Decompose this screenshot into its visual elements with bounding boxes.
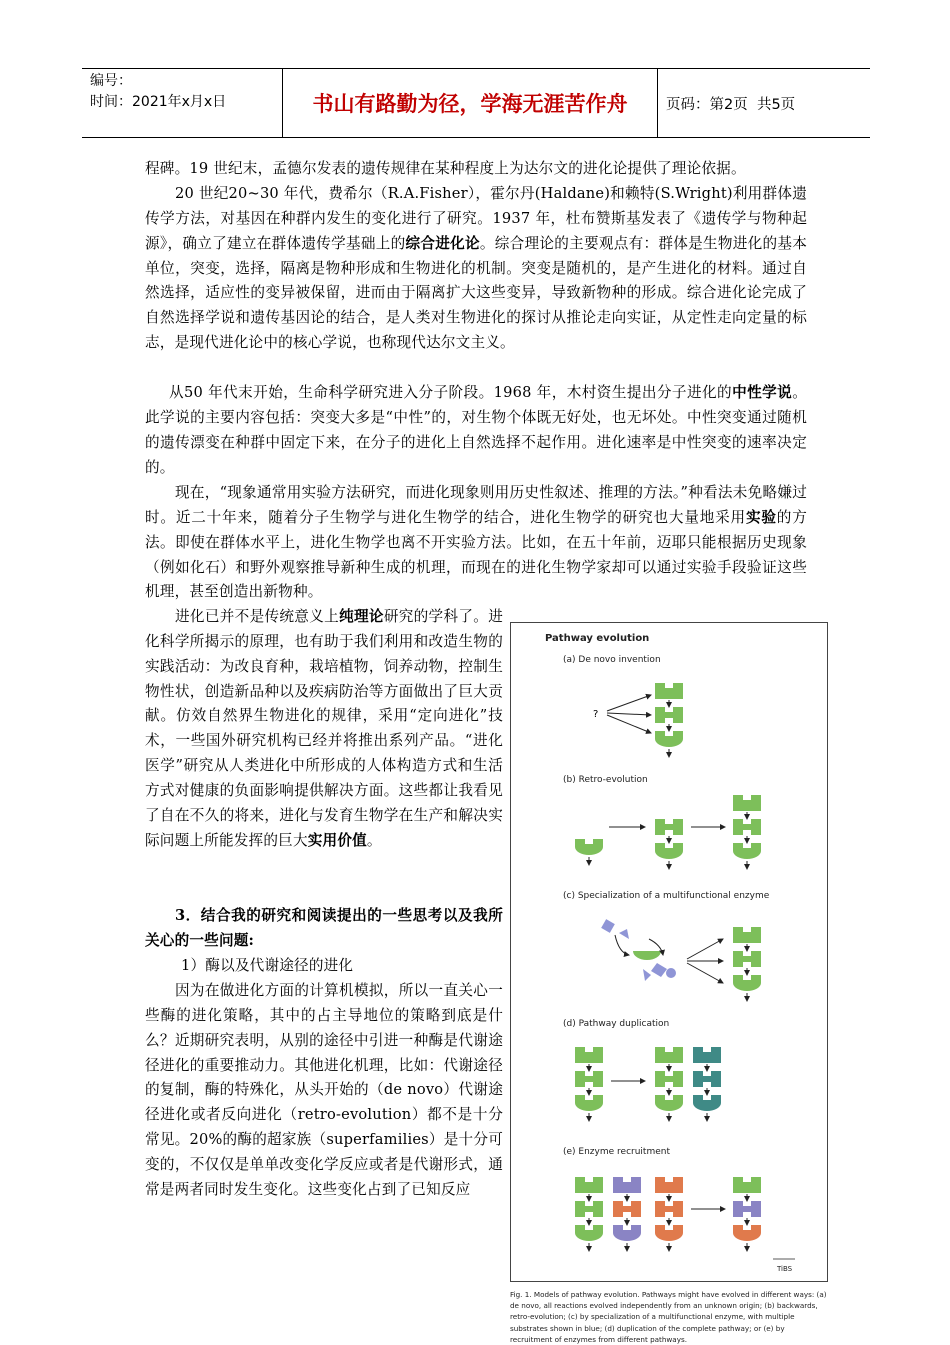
enzyme-block <box>693 1095 721 1111</box>
paragraph-2 <box>145 182 807 356</box>
figure-caption: Fig. 1. Models of pathway evolution. Pathways might have evolved in different ways: (a) de novo, all reactions evolved independently from an unknown origin; (b) backwards, retro-evolution; (c) by specialization of a multifunctional enzyme, with multiple substrates shown in blue; (d) duplication of the complete pathway; or (e) by recruitment of enzymes from different pathways. <box>510 1290 827 1344</box>
enzyme-block <box>575 1177 603 1193</box>
panel-d-label: (d) Pathway duplication <box>563 1019 670 1029</box>
paragraph-5-text: 进化已并不是传统意义上 <box>175 608 340 625</box>
pathway-evolution-figure <box>510 622 828 1282</box>
panel-c-diagram <box>601 919 761 1001</box>
serial-number-label: 编号： <box>90 73 132 89</box>
journal-label: TiBS <box>777 1265 793 1273</box>
enzyme-block <box>655 731 683 747</box>
subheading: 1）酶以及代谢途径的进化 <box>181 957 354 974</box>
panel-c-label: (c) Specialization of a multifunctional enzyme <box>563 891 770 901</box>
term-experiment: 实验 <box>745 508 777 526</box>
paragraph-3-text-cont: 。此学说的主要内容包括：突变大多是“中性”的，对生物个体既无好处，也无坏处。中性突变通过随机的遗传漂变在种群中固定下来，在分子的进化上自然选择不起作用。进化速率是中性突变的速率决定的。 <box>145 384 807 476</box>
enzyme-block <box>575 1095 603 1111</box>
enzyme-block <box>733 819 761 835</box>
enzyme-block <box>733 927 761 943</box>
page-number-label: 页码：第2页 共5页 <box>666 96 796 113</box>
enzyme-block <box>575 1201 603 1217</box>
pathway-diagrams <box>511 623 829 1283</box>
enzyme-block <box>655 707 683 723</box>
enzyme-block <box>655 1201 683 1217</box>
panel-e-diagram <box>575 1177 795 1259</box>
enzyme-blob <box>633 951 661 960</box>
enzyme-block <box>655 843 683 859</box>
header-page-info <box>658 69 870 137</box>
enzyme-block <box>613 1201 641 1217</box>
paragraph-2-text-cont: 。综合理论的主要观点有：群体是生物进化的基本单位，突变，选择，隔离是物种形成和生物进化的机制。突变是随机的，是产生进化的材料。通过自然选择，适应性的变异被保留，进而由于隔离扩大这些变异，导致新物种的形成。综合进化论完成了自然选择学说和遗传基因论的结合，是人类对生物进化的探讨从推论走向实证，从定性走向定量的标志，是现代进化论中的核心学说，也称现代达尔文主义。 <box>145 234 807 352</box>
substrate-shape <box>651 963 667 977</box>
panel-a-label: (a) De novo invention <box>563 655 661 665</box>
paragraph-3-text: 从50 年代末开始，生命科学研究进入分子阶段。1968 年，木村资生提出分子进化的 <box>169 384 733 401</box>
enzyme-block <box>693 1047 721 1063</box>
enzyme-block <box>733 951 761 967</box>
term-practical-value: 实用价值 <box>307 831 367 849</box>
substrate-shape <box>666 968 676 978</box>
figure-title: Pathway evolution <box>545 633 650 644</box>
enzyme-block <box>733 1177 761 1193</box>
date-label: 时间：2021年x月x日 <box>90 94 227 110</box>
paragraph-1: 程碑。19 世纪末，孟德尔发表的遗传规律在某种程度上为达尔文的进化论提供了理论依据。 <box>145 160 746 177</box>
unknown-origin-mark: ? <box>593 709 599 720</box>
substrate-shape <box>643 969 651 981</box>
paragraph-5-text-cont: 研究的学科了。进化科学所揭示的原理，也有助于我们利用和改造生物的实践活动：为改良育种，栽培植物，饲养动物，控制生物性状，创造新品种以及疾病防治等方面做出了巨大贡献。仿效自然界生物进化的规律，采用“定向进化”技术，一些国外研究机构已经并将推出系列产品。“进化医学”研究从人类进化中所形成的人体构造方式和生活方式对健康的负面影响提供解决方面。这些都让我看见了自在不久的将来，进化与发育生物学在生产和解决实际问题上所能发挥的巨大 <box>145 608 504 849</box>
enzyme-block <box>613 1177 641 1193</box>
header-motto: 书山有路勤为径，学海无涯苦作舟 <box>282 69 658 137</box>
panel-a-diagram <box>593 683 683 757</box>
substrate-shape <box>619 929 629 939</box>
panel-b-label: (b) Retro-evolution <box>563 775 648 785</box>
paragraph-5 <box>145 605 503 853</box>
enzyme-block <box>655 1047 683 1063</box>
paragraph-3 <box>145 381 807 480</box>
paragraph-4-text-cont: 的方法。即使在群体水平上，进化生物学也离不开实验方法。比如，在五十年前，迈耶只能根据历史现象（例如化石）和野外观察推导新种生成的机理，而现在的进化生物学家却可以通过实验手段验证这些机理，甚至创造出新物种。 <box>145 508 807 601</box>
term-pure-theory: 纯理论 <box>339 608 384 625</box>
paragraph-4-text: 现在，“现象通常用实验方法研究，而进化现象则用历史性叙述、推理的方法。”种看法未免略嫌过时。近二十年来，随着分子生物学与进化生物学的结合，进化生物学的研究也大量地采用 <box>145 484 807 526</box>
enzyme-block <box>733 1225 761 1241</box>
term-synthetic-theory: 综合进化论 <box>405 234 480 252</box>
enzyme-block <box>655 1177 683 1193</box>
enzyme-block <box>655 1071 683 1087</box>
page-header <box>82 68 870 138</box>
enzyme-block <box>655 1095 683 1111</box>
enzyme-block <box>733 843 761 859</box>
paragraph-2-text: 20 世纪20~30 年代，费希尔（R.A.Fisher），霍尔丹(Haldane)和赖特(S.Wright)利用群体遗传学方法，对基因在种群内发生的变化进行了研究。1937 年，杜布赞斯基发表了《遗传学与物种起源》，确立了建立在群体遗传学基础上的 <box>145 185 807 252</box>
panel-b-diagram <box>575 795 761 869</box>
paragraph-6: 因为在做进化方面的计算机模拟，所以一直关心一些酶的进化策略，其中的占主导地位的策略到底是什么？近期研究表明，从别的途径中引进一种酶是代谢途径进化的重要推动力。其他进化机理，比如：代谢途径的复制，酶的特殊化，从头开始的（de novo）代谢途径进化或者反向进化（retro-evolution）都不是十分常见。20%的酶的超家族（superfamilies）是十分可变的，不仅仅是单单改变化学反应或者是代谢形式，通常是两者同时发生变化。这些变化占到了已知反应 <box>145 982 503 1198</box>
paragraph-5-end: 。 <box>366 831 382 849</box>
enzyme-block <box>655 819 683 835</box>
panel-e-label: (e) Enzyme recruitment <box>563 1147 670 1157</box>
enzyme-block <box>575 839 603 855</box>
section-heading: 3．结合我的研究和阅读提出的一些思考以及我所关心的一些问题: <box>145 907 503 949</box>
enzyme-block <box>575 1047 603 1063</box>
panel-d-diagram <box>575 1047 721 1121</box>
enzyme-block <box>733 1201 761 1217</box>
enzyme-block <box>575 1225 603 1241</box>
enzyme-block <box>613 1225 641 1241</box>
header-meta <box>82 69 282 137</box>
enzyme-block <box>655 1225 683 1241</box>
enzyme-block <box>733 795 761 811</box>
term-neutral-theory: 中性学说 <box>732 384 793 401</box>
paragraph-4 <box>145 481 807 605</box>
substrate-shape <box>601 919 615 933</box>
enzyme-block <box>575 1071 603 1087</box>
enzyme-block <box>693 1071 721 1087</box>
enzyme-block <box>655 683 683 699</box>
enzyme-block <box>733 975 761 991</box>
